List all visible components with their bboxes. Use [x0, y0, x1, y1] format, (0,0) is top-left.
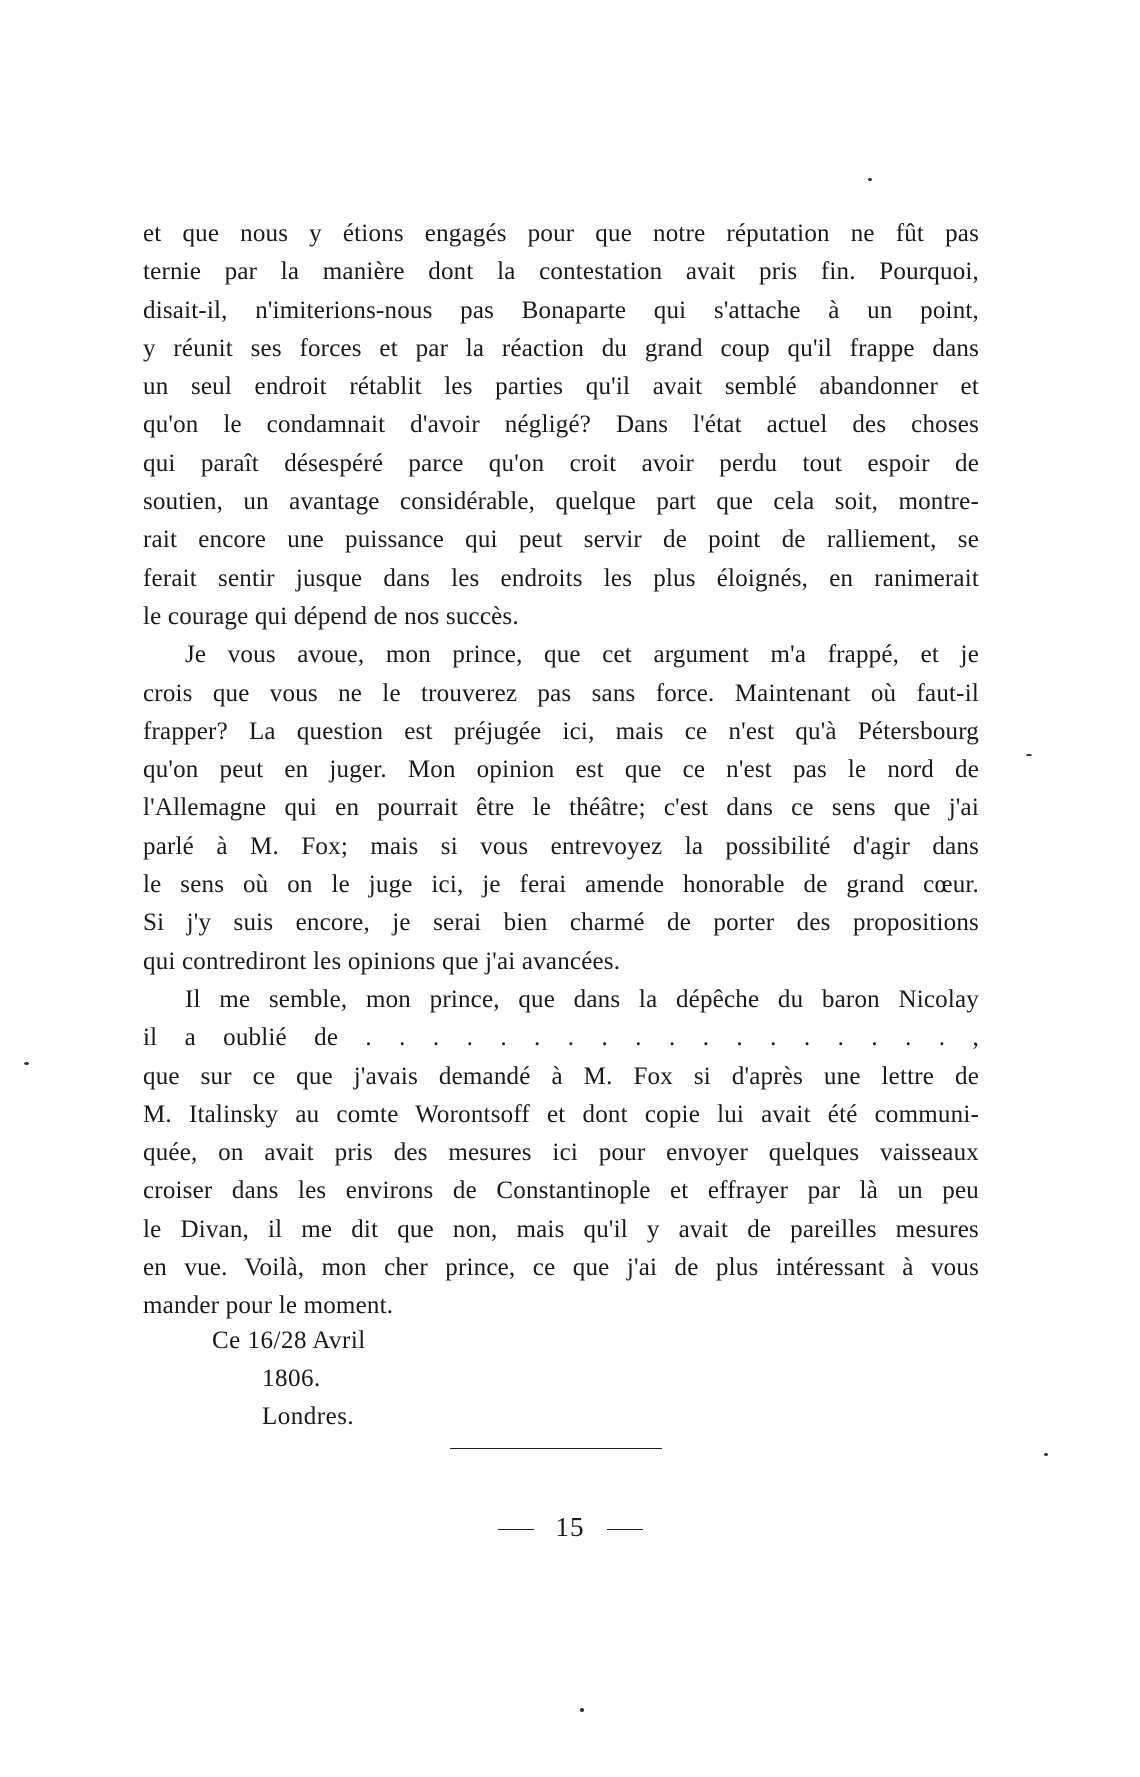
- text-line: ferait sentir jusque dans les endroits les plus éloignés, en ranimerait: [143, 564, 979, 592]
- text-line: Si j'y suis encore, je serai bien charmé de porter des propositions: [143, 909, 979, 937]
- text-line: qui paraît désespéré parce qu'on croit avoir perdu tout espoir de: [143, 449, 979, 477]
- page-number: [0, 1512, 1140, 1543]
- text-line: le Divan, il me dit que non, mais qu'il y avait de pareilles mesures: [143, 1215, 979, 1243]
- text-line: frapper? La question est préjugée ici, mais ce n'est qu'à Pétersbourg: [143, 717, 979, 745]
- text-line-dotted: il a oublié de . . . . . . . . . . . . . . . . . . ,: [143, 1024, 979, 1052]
- text-line: rait encore une puissance qui peut servir de point de ralliement, se: [143, 526, 979, 554]
- scan-speck: [868, 178, 872, 181]
- text-line: et que nous y étions engagés pour que notre réputation ne fût pas: [143, 220, 979, 247]
- text-line: croiser dans les environs de Constantinople et effrayer par là un peu: [143, 1177, 979, 1205]
- paragraph-1: [143, 215, 979, 636]
- text-line: le sens où on le juge ici, je ferai amende honorable de grand cœur.: [143, 871, 979, 899]
- text-line: soutien, un avantage considérable, quelque part que cela soit, montre-: [143, 488, 979, 516]
- text-line: qui contrediront les opinions que j'ai avancées.: [143, 947, 621, 975]
- page-number-value: 15: [555, 1512, 585, 1542]
- folio-dash-left: [498, 1529, 534, 1530]
- text-line: quée, on avait pris des mesures ici pour envoyer quelques vaisseaux: [143, 1139, 979, 1167]
- text-line: le courage qui dépend de nos succès.: [143, 602, 519, 630]
- body-text: [143, 215, 979, 1326]
- text-line: y réunit ses forces et par la réaction du grand coup qu'il frappe dans: [143, 334, 979, 362]
- scan-speck: [1044, 1453, 1048, 1456]
- folio-dash-right: [607, 1529, 643, 1530]
- scan-speck: [1026, 754, 1032, 756]
- text-line: crois que vous ne le trouverez pas sans force. Maintenant où faut-il: [143, 679, 979, 707]
- text-line: l'Allemagne qui en pourrait être le théâtre; c'est dans ce sens que j'ai: [143, 794, 979, 822]
- dateline-date: Ce 16/28 Avril: [212, 1327, 366, 1354]
- scan-speck: [580, 1708, 584, 1712]
- text-line: qu'on peut en juger. Mon opinion est que ce n'est pas le nord de: [143, 756, 979, 784]
- text-line: ternie par la manière dont la contestation avait pris fin. Pourquoi,: [143, 258, 979, 286]
- paragraph-2: [143, 636, 979, 981]
- text-line: en vue. Voilà, mon cher prince, ce que j'ai de plus intéressant à vous: [143, 1254, 979, 1282]
- text-line: Je vous avoue, mon prince, que cet argument m'a frappé, et je: [185, 641, 979, 669]
- text-line: qu'on le condamnait d'avoir négligé? Dans l'état actuel des choses: [143, 411, 979, 439]
- dateline-place: Londres.: [262, 1403, 355, 1430]
- section-rule: [450, 1448, 662, 1449]
- paragraph-3: [143, 981, 979, 1326]
- scan-speck: [24, 1062, 29, 1065]
- text-line: mander pour le moment.: [143, 1292, 394, 1320]
- text-line: parlé à M. Fox; mais si vous entrevoyez la possibilité d'agir dans: [143, 832, 979, 860]
- text-line: M. Italinsky au comte Worontsoff et dont copie lui avait été communi-: [143, 1100, 979, 1128]
- text-line: Il me semble, mon prince, que dans la dépêche du baron Nicolay: [185, 985, 979, 1013]
- text-line: que sur ce que j'avais demandé à M. Fox si d'après une lettre de: [143, 1062, 979, 1090]
- text-line: disait-il, n'imiterions-nous pas Bonaparte qui s'attache à un point,: [143, 296, 979, 324]
- text-line: un seul endroit rétablit les parties qu'il avait semblé abandonner et: [143, 373, 979, 401]
- dateline-year: 1806.: [262, 1365, 321, 1392]
